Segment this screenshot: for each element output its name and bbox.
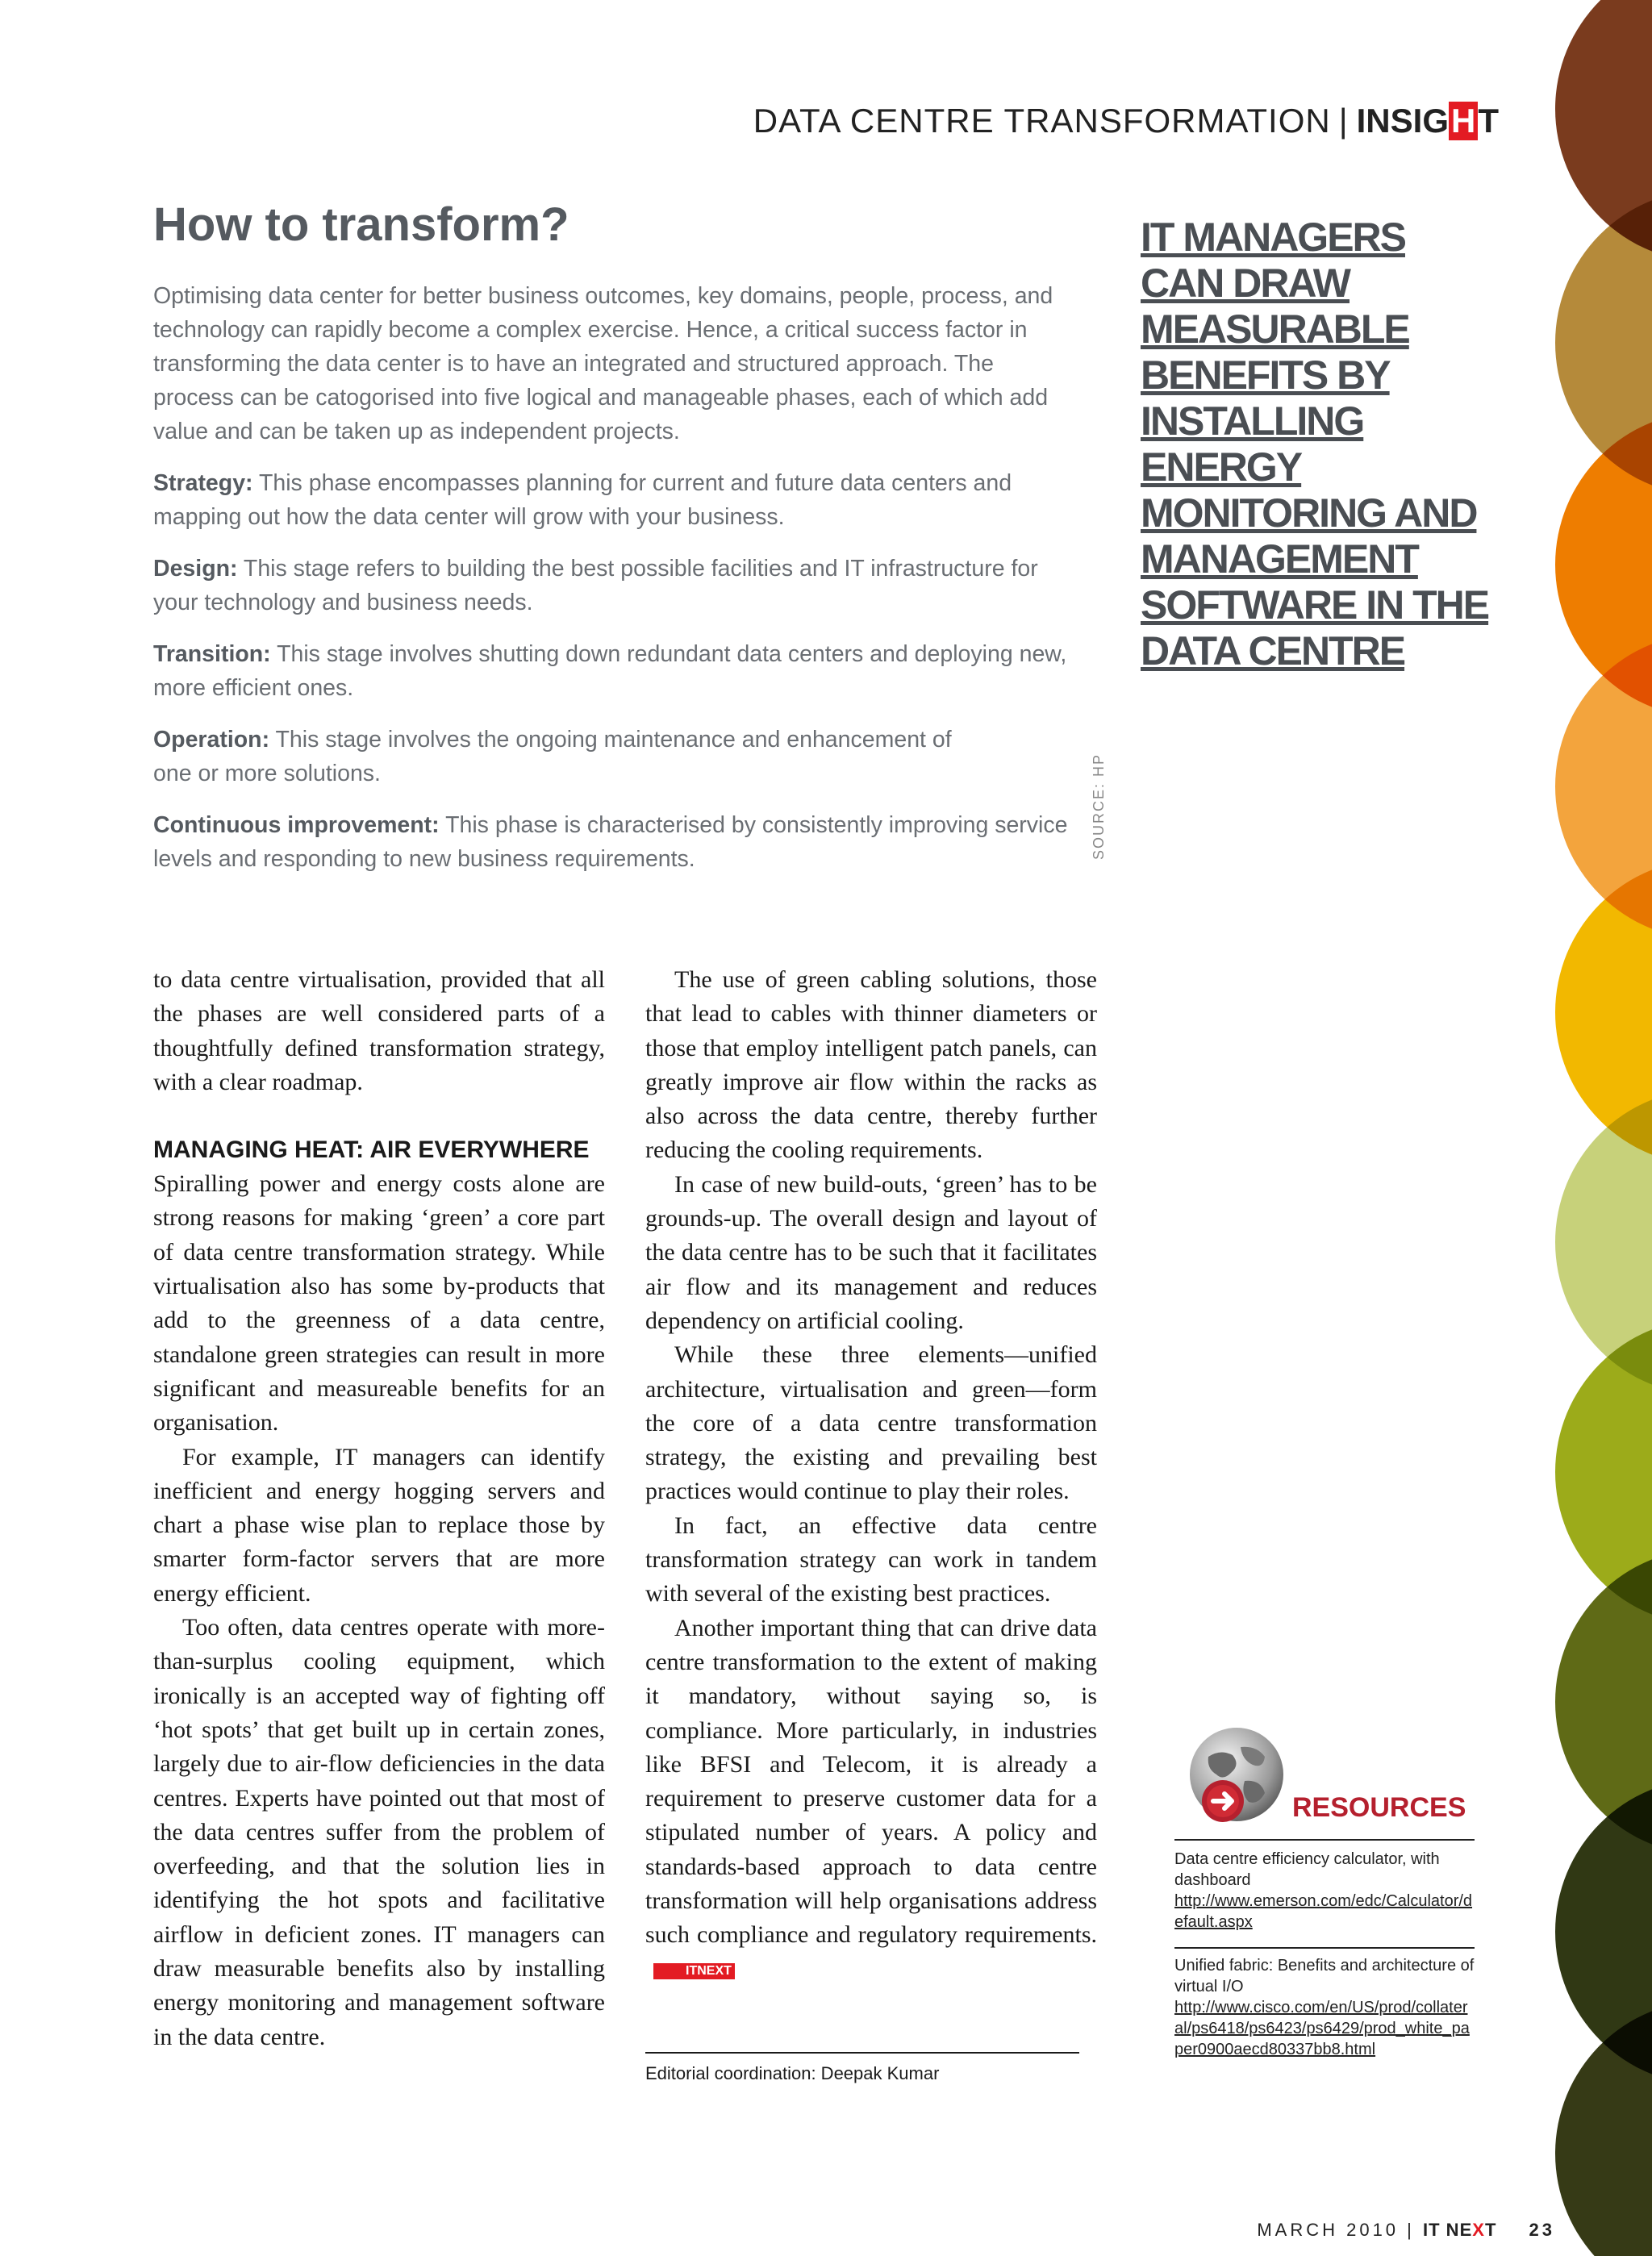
globe-icon <box>1184 1724 1289 1829</box>
insight-logo-prefix: INSIG <box>1356 102 1449 140</box>
page-footer <box>1257 2220 1555 2241</box>
page-number: 23 <box>1529 2220 1555 2240</box>
running-header <box>753 102 1499 147</box>
phase-name: Strategy: <box>153 470 253 496</box>
phase-strategy <box>153 466 1074 534</box>
phase-text: This stage refers to building the best possible facilities and IT infrastructure for your technology and business needs. <box>153 556 1038 615</box>
phase-name: Continuous improvement: <box>153 812 440 838</box>
pull-quote-line: DATA CENTRE <box>1141 628 1405 673</box>
article-paragraph: While these three elements—unified architecture, virtualisation and green—form the core of a data centre transformation strategy, the existing and prevailing best practices would continue to play their roles. <box>645 1341 1097 1505</box>
logo-text: IT NE <box>1423 2220 1473 2240</box>
footer-separator: | <box>1407 2220 1415 2240</box>
resource-item <box>1174 1955 1475 2060</box>
editorial-divider <box>645 2052 1079 2054</box>
circle-pale-green <box>1555 1089 1652 1395</box>
pull-quote-line: SOFTWARE IN THE <box>1141 582 1489 628</box>
circle-olive <box>1555 1549 1652 1855</box>
phase-name: Transition: <box>153 641 271 667</box>
article-paragraph-text: Another important thing that can drive data centre transformation to the extent of making it mandatory, without saying so, is compliance. More particularly, in industries like BFSI and Telecom, it is already a requirement to preserve customer data for a stipulated number of years. A policy and standards-based approach to data centre transformation will help organisations address such compliance and regulatory requirements. <box>645 1614 1097 1949</box>
header-separator: | <box>1338 102 1349 140</box>
resources-title: RESOURCES <box>1292 1792 1466 1823</box>
phase-continuous-improvement <box>153 808 1074 876</box>
resources-divider <box>1174 1839 1475 1841</box>
phase-design <box>153 552 1074 619</box>
phase-text: This stage involves the ongoing maintenance and enhancement of one or more solutions. <box>153 727 952 786</box>
box-body <box>153 279 1074 894</box>
box-intro: Optimising data center for better business outcomes, key domains, people, process, and technology can rapidly become a complex exercise. Hence, a critical success factor in transforming the data center is to have an integrated and structured approach. The process can be catogorised into five logical and manageable phases, each of which add value and can be taken up as independent projects. <box>153 283 1053 444</box>
end-mark-next: NEXT <box>697 1963 732 1978</box>
phase-text: This phase encompasses planning for current and future data centers and mapping out how the data center will grow with your business. <box>153 470 1012 530</box>
insight-logo-highlight: H <box>1449 102 1478 140</box>
logo-x: X <box>1472 2220 1485 2240</box>
resource-item <box>1174 1849 1475 1933</box>
logo-text: T <box>1484 2220 1497 2240</box>
source-credit: SOURCE: HP <box>1091 753 1107 860</box>
phase-operation <box>153 723 992 790</box>
phase-name: Design: <box>153 556 238 582</box>
phase-text: This stage involves shutting down redundant data centers and deploying new, more efficient ones. <box>153 641 1067 701</box>
insight-logo <box>1357 102 1499 140</box>
pull-quote-line: IT MANAGERS <box>1141 215 1405 260</box>
insight-logo-suffix: T <box>1478 102 1499 140</box>
phase-name: Operation: <box>153 727 270 753</box>
issue-date: MARCH 2010 <box>1257 2220 1400 2240</box>
section-title: DATA CENTRE TRANSFORMATION <box>753 102 1331 140</box>
article-paragraph: In case of new build-outs, ‘green’ has to be grounds-up. The overall design and layout of the data centre has to be such that it facilitates air flow and its management and reduces dependency on artificial cooling. <box>645 1170 1097 1334</box>
article-paragraph: Spiralling power and energy costs alone are strong reasons for making ‘green’ a core part of data centre transformation strategy. While virtualisation also has some by-products that add to the greenness of a data centre, standalone green strategies can result in more significant and measureable benefits for an organisation. <box>153 1170 605 1437</box>
pull-quote-line: ENERGY <box>1141 444 1302 490</box>
phase-text: This phase is characterised by consistently improving service levels and responding to new business requirements. <box>153 812 1068 872</box>
article-paragraph <box>645 1612 1097 1987</box>
circle-light-orange <box>1555 633 1652 940</box>
circle-lime <box>1555 1319 1652 1625</box>
editorial-credit: Editorial coordination: Deepak Kumar <box>645 2063 940 2083</box>
article-column-2 <box>645 963 1097 1987</box>
article-paragraph: The use of green cabling solutions, those that lead to cables with thinner diameters or those that employ intelligent patch panels, can greatly improve air flow within the racks as also across the data centre, thereby further reducing the cooling requirements. <box>645 966 1097 1164</box>
pull-quote-line: BENEFITS BY <box>1141 352 1390 398</box>
article-paragraph: to data centre virtualisation, provided that all the phases are well considered parts of a thoughtfully defined transformation strategy, with a clear roadmap. <box>153 966 605 1095</box>
pull-quote-line: CAN DRAW <box>1141 261 1350 306</box>
resource-label: Unified fabric: Benefits and architecture of virtual I/O <box>1174 1957 1475 1995</box>
pull-quote <box>1141 215 1489 674</box>
circle-darkest-olive <box>1555 2000 1652 2256</box>
pull-quote-line: INSTALLING <box>1141 398 1364 444</box>
resource-link[interactable]: http://www.cisco.com/en/US/prod/collateral/ps6418/ps6423/ps6429/prod_white_paper0900aecd80337bb8.html <box>1174 1999 1470 2058</box>
article-paragraph: In fact, an effective data centre transformation strategy can work in tandem with several of the existing best practices. <box>645 1512 1097 1608</box>
resource-label: Data centre efficiency calculator, with dashboard <box>1174 1850 1440 1889</box>
pull-quote-line: MANAGEMENT <box>1141 536 1418 582</box>
circle-dark-olive <box>1555 1779 1652 2085</box>
article-paragraph: For example, IT managers can identify inefficient and energy hogging servers and chart a phase wise plan to replace those by smarter form-factor servers that are more energy efficient. <box>153 1443 605 1607</box>
resources-divider <box>1174 1947 1475 1949</box>
circle-orange <box>1555 411 1652 718</box>
itnext-end-mark <box>653 1963 735 1979</box>
section-subhead: MANAGING HEAT: AIR EVERYWHERE <box>153 1136 590 1164</box>
circle-yellow <box>1555 859 1652 1166</box>
phase-transition <box>153 637 1074 705</box>
box-title: How to transform? <box>153 198 569 251</box>
pull-quote-line: MONITORING AND <box>1141 490 1477 536</box>
article-column-1 <box>153 963 605 2054</box>
circle-brown <box>1555 0 1652 262</box>
pull-quote-line: MEASURABLE <box>1141 306 1409 352</box>
article-paragraph: Too often, data centres operate with more-than-surplus cooling equipment, which ironically is an accepted way of fighting off ‘hot spots’ that get built up in certain zones, largely due to air-flow deficiencies in the data centres. Experts have pointed out that most of the data centres suffer from the problem of overfeeding, and that the solution lies in identifying the hot spots and facilitative airflow in deficient zones. IT managers can draw measurable benefits also by installing energy monitoring and management software in the data centre. <box>153 1614 605 2050</box>
end-mark-it: IT <box>686 1963 698 1978</box>
circle-ochre <box>1555 190 1652 496</box>
itnext-logo <box>1423 2220 1496 2240</box>
resource-link[interactable]: http://www.emerson.com/edc/Calculator/default.aspx <box>1174 1892 1473 1931</box>
